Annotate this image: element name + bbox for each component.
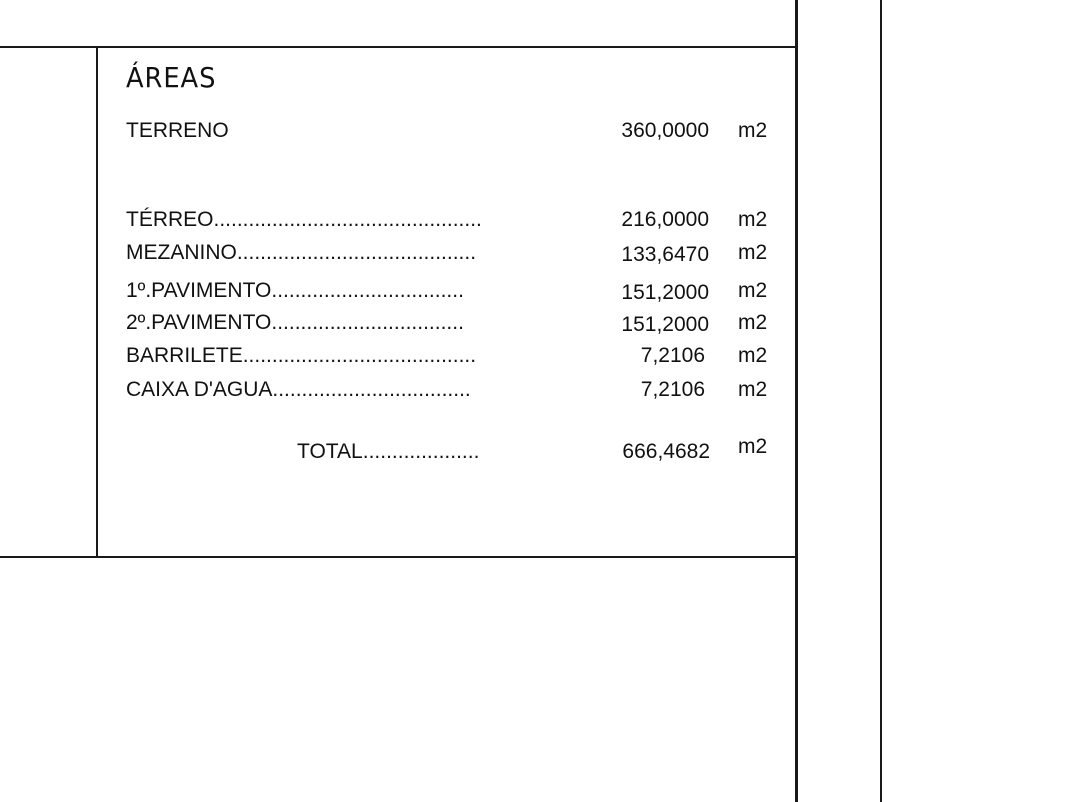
- row-caixa-dagua-label: CAIXA D'AGUA..................................: [126, 378, 471, 401]
- row-1-pavimento-label: 1º.PAVIMENTO.................................: [126, 279, 464, 302]
- row-caixa-dagua-value: 7,2106: [640, 378, 705, 401]
- row-caixa-dagua-unit: m2: [738, 378, 768, 401]
- row-terreo-label: TÉRREO..............................................: [126, 208, 482, 231]
- terreno-label: TERRENO: [126, 119, 229, 142]
- border-left-vertical: [96, 46, 98, 558]
- row-1-pavimento-value: 151,2000: [621, 281, 709, 304]
- row-mezanino-value: 133,6470: [621, 243, 709, 266]
- border-right-vertical: [795, 0, 798, 802]
- terreno-unit: m2: [738, 119, 768, 142]
- row-terreo-unit: m2: [738, 208, 768, 231]
- row-2-pavimento-label: 2º.PAVIMENTO.................................: [126, 311, 464, 334]
- row-terreo-value: 216,0000: [621, 208, 709, 231]
- row-barrilete-value: 7,2106: [640, 344, 705, 367]
- row-mezanino-label: MEZANINO.........................................: [126, 241, 477, 264]
- total-label: TOTAL....................: [297, 440, 480, 463]
- areas-title: ÁREAS: [126, 61, 217, 94]
- total-unit: m2: [738, 435, 768, 458]
- row-2-pavimento-value: 151,2000: [621, 313, 709, 336]
- row-1-pavimento-unit: m2: [738, 279, 768, 302]
- border-middle-horizontal: [0, 556, 797, 558]
- terreno-value: 360,0000: [621, 119, 709, 142]
- row-barrilete-unit: m2: [738, 344, 768, 367]
- row-mezanino-unit: m2: [738, 241, 768, 264]
- row-barrilete-label: BARRILETE........................................: [126, 344, 477, 367]
- row-2-pavimento-unit: m2: [738, 311, 768, 334]
- border-far-right-vertical: [880, 0, 882, 802]
- border-top-horizontal: [0, 46, 797, 48]
- total-value: 666,4682: [622, 440, 710, 463]
